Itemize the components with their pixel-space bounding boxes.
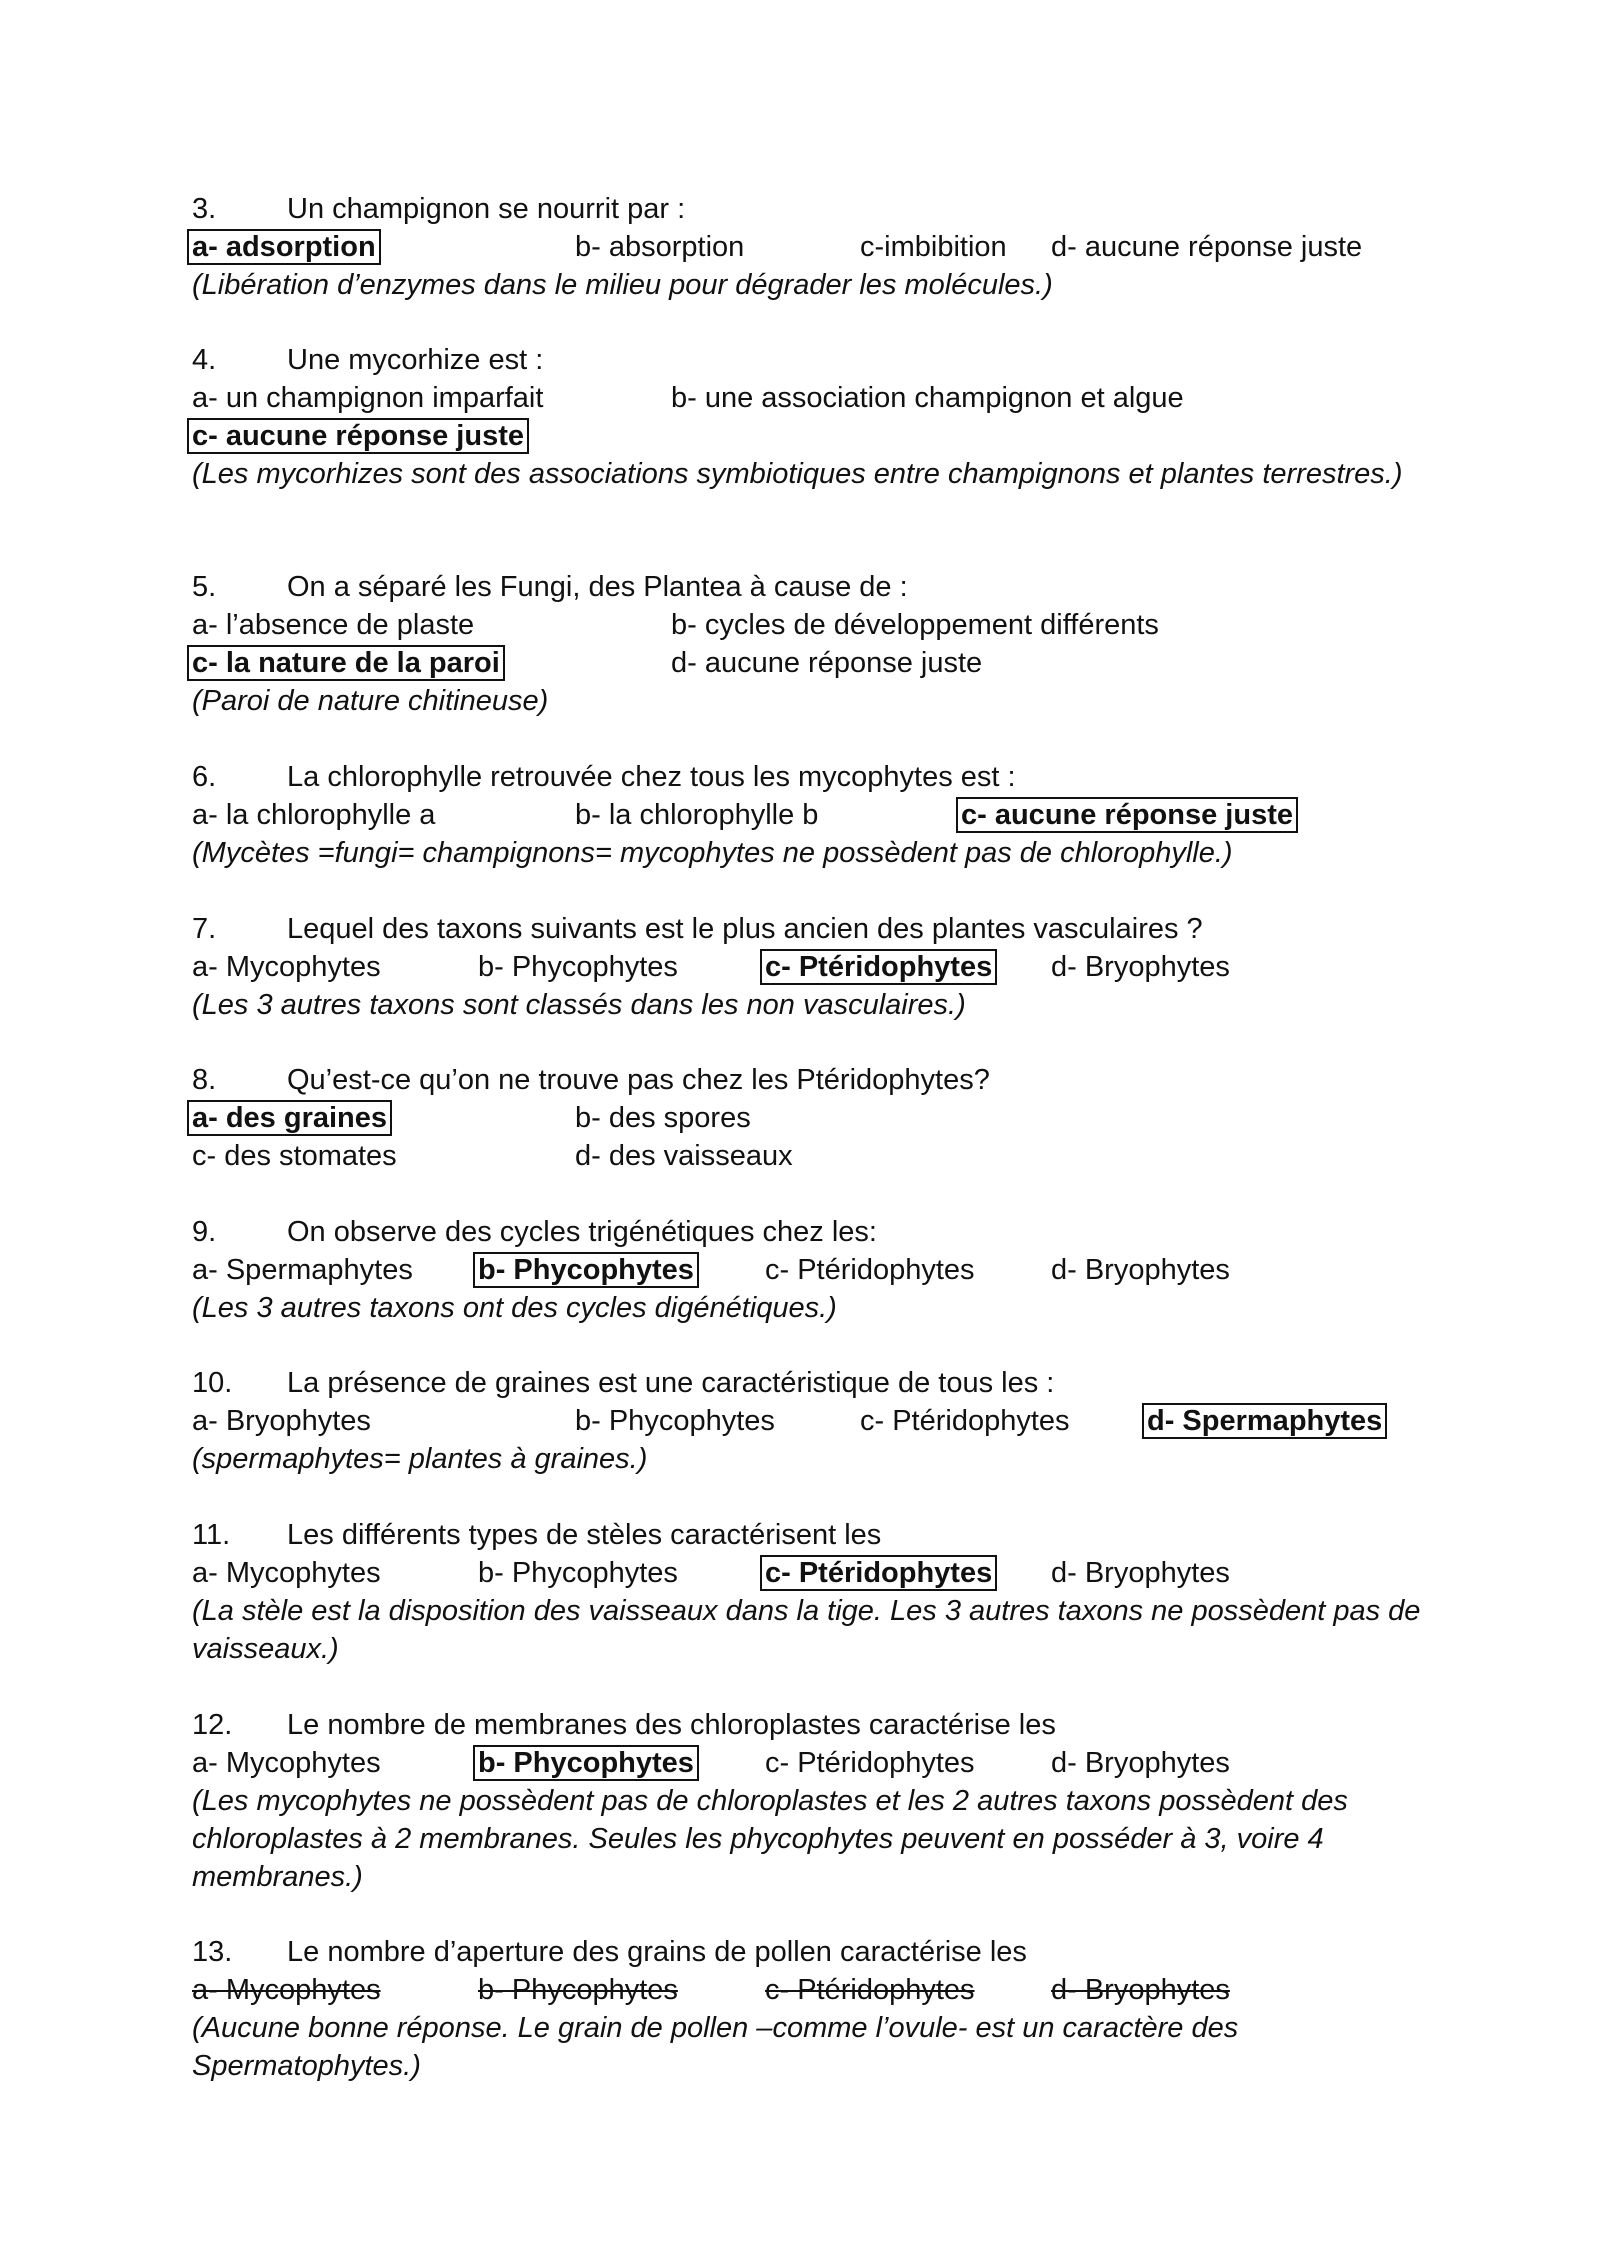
option-a: a- la chlorophylle a (192, 799, 436, 831)
option-d: d- aucune réponse juste (671, 647, 983, 679)
option-c: c- la nature de la paroi (187, 645, 505, 681)
question-text: Les différents types de stèles caractérisent les (287, 1519, 882, 1551)
explanation: (Les mycorhizes sont des associations symbiotiques entre champignons et plantes terrestres.) (192, 458, 1403, 490)
option-b: b- Phycophytes (478, 1974, 678, 2006)
question-text: Une mycorhize est : (287, 344, 544, 376)
option-b: b- Phycophytes (473, 1745, 699, 1781)
option-c: c- Ptéridophytes (760, 1555, 997, 1591)
option-d: d- aucune réponse juste (1051, 231, 1363, 263)
question-text: Lequel des taxons suivants est le plus ancien des plantes vasculaires ? (287, 913, 1203, 945)
option-c: c- Ptéridophytes (760, 949, 997, 985)
question-text: La présence de graines est une caractéristique de tous les : (287, 1367, 1055, 1399)
explanation: (Aucune bonne réponse. Le grain de pollen –comme l’ovule- est un caractère des Spermatophytes.) (192, 2012, 1239, 2082)
option-b: b- absorption (575, 231, 745, 263)
question-number: 8. (192, 1064, 217, 1096)
option-c: c-imbibition (860, 231, 1007, 263)
question-4 (192, 341, 1452, 493)
option-b: b- Phycophytes (478, 951, 678, 983)
option-b: b- une association champignon et algue (671, 382, 1184, 414)
option-a: a- adsorption (187, 229, 381, 265)
option-b: b- Phycophytes (473, 1252, 699, 1288)
question-number: 10. (192, 1367, 233, 1399)
option-c: c- Ptéridophytes (765, 1254, 975, 1286)
option-a: a- l’absence de plaste (192, 609, 475, 641)
option-b: b- des spores (575, 1102, 751, 1134)
question-8 (192, 1061, 1452, 1175)
option-d: d- des vaisseaux (575, 1140, 793, 1172)
option-c: c- aucune réponse juste (956, 797, 1298, 833)
explanation: (spermaphytes= plantes à graines.) (192, 1443, 648, 1475)
option-a: a- Mycophytes (192, 951, 381, 983)
question-text: Qu’est-ce qu’on ne trouve pas chez les Ptéridophytes? (287, 1064, 990, 1096)
option-a: a- Mycophytes (192, 1747, 381, 1779)
question-10 (192, 1364, 1452, 1478)
question-number: 13. (192, 1936, 233, 1968)
question-number: 7. (192, 913, 217, 945)
question-7 (192, 910, 1452, 1024)
explanation: (Les 3 autres taxons ont des cycles digénétiques.) (192, 1292, 837, 1324)
question-number: 4. (192, 344, 217, 376)
explanation: (Paroi de nature chitineuse) (192, 685, 549, 717)
question-9 (192, 1213, 1452, 1327)
option-b: b- cycles de développement différents (671, 609, 1159, 641)
option-a: a- Mycophytes (192, 1974, 381, 2006)
question-number: 9. (192, 1216, 217, 1248)
explanation: (Libération d’enzymes dans le milieu pour dégrader les molécules.) (192, 269, 1053, 301)
question-text: Un champignon se nourrit par : (287, 193, 686, 225)
question-11 (192, 1516, 1452, 1668)
question-text: La chlorophylle retrouvée chez tous les mycophytes est : (287, 761, 1016, 793)
question-12 (192, 1706, 1452, 1896)
question-number: 12. (192, 1709, 233, 1741)
explanation: (Les 3 autres taxons sont classés dans les non vasculaires.) (192, 989, 966, 1021)
question-5 (192, 568, 1452, 720)
option-a: a- Mycophytes (192, 1557, 381, 1589)
option-d: d- Bryophytes (1051, 951, 1230, 983)
question-text: Le nombre d’aperture des grains de pollen caractérise les (287, 1936, 1027, 1968)
question-3 (192, 190, 1452, 304)
question-text: On observe des cycles trigénétiques chez les: (287, 1216, 877, 1248)
option-d: d- Bryophytes (1051, 1557, 1230, 1589)
explanation: (Les mycophytes ne possèdent pas de chloroplastes et les 2 autres taxons possèdent des chloroplastes à 2 membranes. Seules les phycophytes peuvent en posséder à 3, voire 4 membranes.) (192, 1785, 1348, 1893)
question-number: 5. (192, 571, 217, 603)
option-d: d- Spermaphytes (1142, 1403, 1387, 1439)
option-c: c- Ptéridophytes (765, 1747, 975, 1779)
option-c: c- aucune réponse juste (187, 418, 529, 454)
option-d: d- Bryophytes (1051, 1974, 1230, 2006)
option-b: b- la chlorophylle b (575, 799, 819, 831)
question-number: 11. (192, 1519, 231, 1551)
option-a: a- Spermaphytes (192, 1254, 413, 1286)
option-b: b- Phycophytes (478, 1557, 678, 1589)
question-number: 6. (192, 761, 217, 793)
option-c: c- des stomates (192, 1140, 397, 1172)
option-b: b- Phycophytes (575, 1405, 775, 1437)
option-c: c- Ptéridophytes (765, 1974, 975, 2006)
question-6 (192, 758, 1452, 872)
explanation: (La stèle est la disposition des vaisseaux dans la tige. Les 3 autres taxons ne possèdent pas de vaisseaux.) (192, 1595, 1421, 1665)
option-a: a- un champignon imparfait (192, 382, 544, 414)
question-number: 3. (192, 193, 217, 225)
question-13 (192, 1933, 1452, 2085)
option-d: d- Bryophytes (1051, 1254, 1230, 1286)
question-text: On a séparé les Fungi, des Plantea à cause de : (287, 571, 908, 603)
explanation: (Mycètes =fungi= champignons= mycophytes ne possèdent pas de chlorophylle.) (192, 837, 1233, 869)
option-a: a- des graines (187, 1100, 392, 1136)
option-d: d- Bryophytes (1051, 1747, 1230, 1779)
option-a: a- Bryophytes (192, 1405, 371, 1437)
option-c: c- Ptéridophytes (860, 1405, 1070, 1437)
question-text: Le nombre de membranes des chloroplastes caractérise les (287, 1709, 1056, 1741)
